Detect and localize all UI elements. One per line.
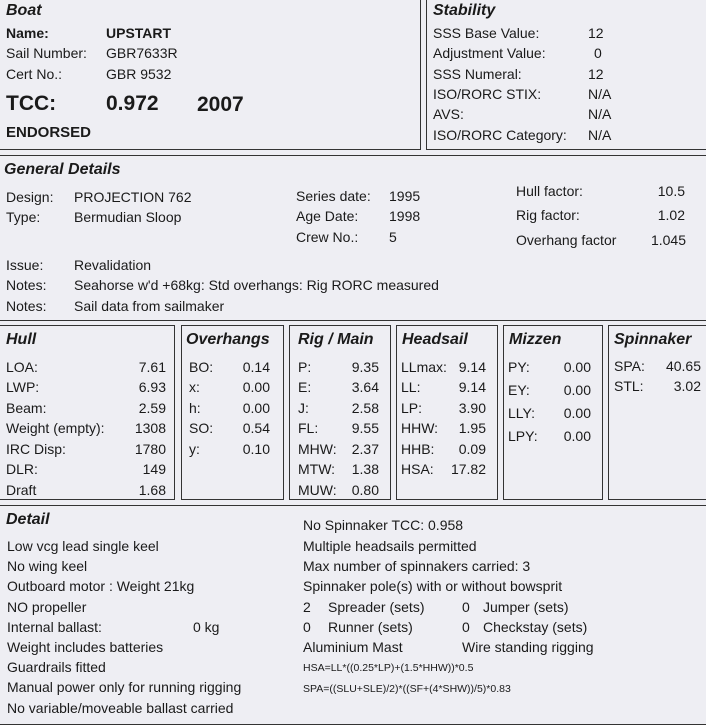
- notes-value: Seahorse w'd +68kg: Std overhangs: Rig RORC measured: [74, 277, 439, 293]
- no-spinnaker-tcc: No Spinnaker TCC: 0.958: [303, 517, 464, 533]
- hull-label: Beam:: [6, 400, 47, 416]
- rig-value: 9.55: [351, 420, 379, 436]
- rig-label: E:: [298, 379, 312, 395]
- headsail-label: LP:: [401, 400, 423, 416]
- detail-item: Outboard motor : Weight 21kg: [7, 578, 195, 594]
- design-label: Design:: [6, 189, 54, 205]
- stability-header: Stability: [433, 2, 496, 19]
- mizzen-label: EY:: [508, 382, 530, 398]
- rig-label: P:: [298, 359, 312, 375]
- detail-item: NO propeller: [7, 599, 87, 615]
- tcc-label: TCC:: [6, 92, 57, 115]
- notes-label: Notes:: [6, 298, 47, 314]
- detail-item: Weight includes batteries: [7, 639, 164, 655]
- stability-value: 12: [588, 25, 604, 41]
- standing-rigging: Wire standing rigging: [462, 639, 594, 655]
- headsail-label: HSA:: [401, 461, 434, 477]
- max-spinnakers: Max number of spinnakers carried: 3: [303, 558, 531, 574]
- rig-label: MHW:: [298, 441, 337, 457]
- multiple-headsails: Multiple headsails permitted: [303, 538, 477, 554]
- spreader-count: 2: [303, 599, 311, 615]
- overhang-label: x:: [189, 379, 200, 395]
- rig-value: 2.37: [351, 441, 379, 457]
- crew-no-value: 5: [389, 229, 397, 245]
- stability-value: 0: [594, 45, 602, 61]
- type-label: Type:: [6, 209, 41, 225]
- tcc-year: 2007: [197, 93, 244, 116]
- hull-label: LOA:: [6, 359, 38, 375]
- stability-label: ISO/RORC STIX:: [433, 86, 542, 102]
- spinnaker-header: Spinnaker: [614, 331, 692, 348]
- tcc-value: 0.972: [106, 92, 159, 115]
- overhang-label: BO:: [189, 359, 214, 375]
- overhang-value: 0.00: [242, 400, 270, 416]
- rig-value: 3.64: [351, 379, 379, 395]
- issue-value: Revalidation: [74, 257, 152, 273]
- hull-value: 1.68: [138, 482, 166, 498]
- hull-value: 1780: [134, 441, 166, 457]
- issue-label: Issue:: [6, 257, 44, 273]
- sail-number-label: Sail Number:: [6, 45, 87, 61]
- detail-item: No variable/moveable ballast carried: [7, 700, 234, 716]
- spinnaker-value: 3.02: [673, 378, 701, 394]
- headsail-header: Headsail: [402, 331, 468, 348]
- hsa-formula: HSA=LL*((0.25*LP)+(1.5*HHW))*0.5: [303, 662, 474, 674]
- detail-item: Manual power only for running rigging: [7, 679, 242, 695]
- type-value: Bermudian Sloop: [74, 209, 182, 225]
- rig-main-header: Rig / Main: [298, 331, 374, 348]
- headsail-value: 3.90: [458, 400, 486, 416]
- mizzen-header: Mizzen: [509, 331, 562, 348]
- headsail-value: 1.95: [458, 420, 486, 436]
- headsail-value: 0.09: [458, 441, 486, 457]
- headsail-label: LLmax:: [401, 359, 447, 375]
- overhang-value: 0.54: [242, 420, 270, 436]
- stability-label: ISO/RORC Category:: [433, 127, 567, 143]
- hull-value: 1308: [134, 420, 166, 436]
- cert-no-label: Cert No.:: [6, 66, 63, 82]
- headsail-label: HHW:: [401, 420, 439, 436]
- hull-label: LWP:: [6, 379, 40, 395]
- overhangs-header: Overhangs: [186, 331, 270, 348]
- hull-value: 6.93: [138, 379, 166, 395]
- headsail-value: 9.14: [458, 379, 486, 395]
- headsail-value: 9.14: [458, 359, 486, 375]
- checkstay-count: 0: [462, 619, 470, 635]
- stability-label: SSS Base Value:: [433, 25, 540, 41]
- runner-count: 0: [303, 619, 311, 635]
- mizzen-value: 0.00: [563, 405, 591, 421]
- notes-label: Notes:: [6, 277, 47, 293]
- detail-item: Internal ballast:: [7, 619, 102, 635]
- cert-no-value: GBR 9532: [106, 66, 172, 82]
- hull-factor-value: 10.5: [657, 183, 685, 199]
- crew-no-label: Crew No.:: [296, 229, 359, 245]
- age-date-label: Age Date:: [296, 208, 359, 224]
- spinnaker-section: [608, 325, 706, 500]
- sail-number-value: GBR7633R: [106, 45, 178, 61]
- stability-label: AVS:: [433, 106, 464, 122]
- rig-label: FL:: [298, 420, 319, 436]
- stability-value: N/A: [588, 127, 612, 143]
- overhang-label: h:: [189, 400, 201, 416]
- overhang-value: 0.10: [242, 441, 270, 457]
- rig-factor-label: Rig factor:: [516, 207, 580, 223]
- hull-header: Hull: [6, 331, 37, 348]
- ballast-value: 0 kg: [193, 619, 220, 635]
- jumper-count: 0: [462, 599, 470, 615]
- spinnaker-pole: Spinnaker pole(s) with or without bowsprit: [303, 578, 563, 594]
- design-value: PROJECTION 762: [74, 189, 192, 205]
- hull-label: Draft: [6, 482, 37, 498]
- stability-label: SSS Numeral:: [433, 66, 522, 82]
- notes-value: Sail data from sailmaker: [74, 298, 225, 314]
- spinnaker-label: STL:: [614, 378, 644, 394]
- boat-header: Boat: [6, 2, 42, 19]
- runner-label: Runner (sets): [328, 619, 413, 635]
- stability-value: 12: [588, 66, 604, 82]
- overhang-value: 0.00: [242, 379, 270, 395]
- checkstay-label: Checkstay (sets): [483, 619, 588, 635]
- series-date-label: Series date:: [296, 188, 371, 204]
- spa-formula: SPA=((SLU+SLE)/2)*((SF+(4*SHW))/5)*0.83: [303, 683, 511, 695]
- hull-label: DLR:: [6, 461, 38, 477]
- series-date-value: 1995: [389, 188, 421, 204]
- headsail-label: HHB:: [401, 441, 435, 457]
- endorsed-label: ENDORSED: [6, 124, 92, 141]
- hull-label: IRC Disp:: [6, 441, 66, 457]
- hull-value: 7.61: [138, 359, 166, 375]
- spinnaker-value: 40.65: [665, 358, 701, 374]
- name-label: Name:: [6, 25, 49, 41]
- rig-label: MUW:: [298, 482, 337, 498]
- age-date-value: 1998: [389, 208, 421, 224]
- rig-label: MTW:: [298, 461, 336, 477]
- mizzen-label: LLY:: [508, 405, 535, 421]
- hull-value: 2.59: [138, 400, 166, 416]
- detail-item: No wing keel: [7, 558, 88, 574]
- spinnaker-label: SPA:: [614, 358, 645, 374]
- stability-value: N/A: [588, 86, 612, 102]
- mizzen-value: 0.00: [563, 428, 591, 444]
- hull-factor-label: Hull factor:: [516, 183, 583, 199]
- headsail-label: LL:: [401, 379, 421, 395]
- mizzen-label: PY:: [508, 359, 530, 375]
- overhang-factor-label: Overhang factor: [516, 232, 617, 248]
- overhang-label: SO:: [189, 420, 214, 436]
- overhang-label: y:: [189, 441, 200, 457]
- name-value: UPSTART: [106, 25, 172, 41]
- rig-value: 9.35: [351, 359, 379, 375]
- rig-value: 0.80: [351, 482, 379, 498]
- spreader-label: Spreader (sets): [328, 599, 425, 615]
- detail-item: Guardrails fitted: [7, 659, 106, 675]
- jumper-label: Jumper (sets): [483, 599, 569, 615]
- mizzen-label: LPY:: [508, 428, 538, 444]
- detail-header: Detail: [6, 511, 50, 528]
- overhang-factor-value: 1.045: [650, 232, 686, 248]
- mast-material: Aluminium Mast: [303, 639, 403, 655]
- overhang-value: 0.14: [242, 359, 270, 375]
- rig-value: 1.38: [351, 461, 379, 477]
- hull-label: Weight (empty):: [6, 420, 105, 436]
- stability-label: Adjustment Value:: [433, 45, 546, 61]
- rig-label: J:: [298, 400, 309, 416]
- detail-item: Low vcg lead single keel: [7, 538, 159, 554]
- mizzen-value: 0.00: [563, 382, 591, 398]
- headsail-value: 17.82: [450, 461, 486, 477]
- general-details-header: General Details: [4, 161, 121, 178]
- rig-value: 2.58: [351, 400, 379, 416]
- rig-factor-value: 1.02: [657, 207, 685, 223]
- hull-value: 149: [142, 461, 166, 477]
- mizzen-value: 0.00: [563, 359, 591, 375]
- stability-value: N/A: [588, 106, 612, 122]
